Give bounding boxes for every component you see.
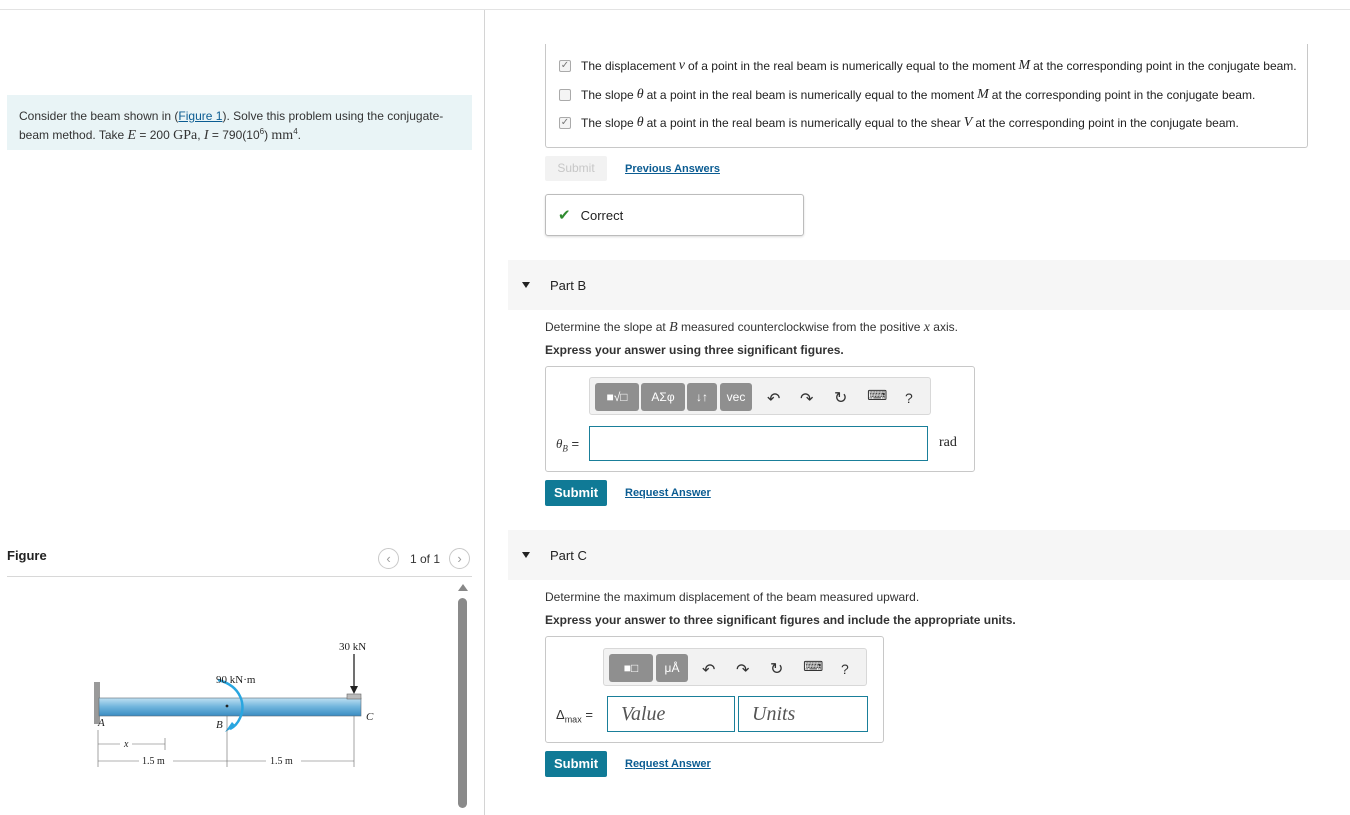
beam-body [99, 698, 361, 716]
part-b-request-answer-link[interactable]: Request Answer [625, 487, 711, 499]
separator: , [197, 128, 204, 142]
option-symbol: V [963, 115, 973, 130]
equals-sign: = [567, 436, 580, 451]
part-a-submit-button: Submit [545, 156, 607, 181]
moment-point [226, 705, 229, 708]
symbol-e: E [127, 128, 137, 143]
question-text: measured counterclockwise from the positive [677, 320, 924, 334]
chevron-right-icon[interactable]: › [449, 548, 470, 569]
option-text: of a point in the real beam is numerically equal to the moment [687, 59, 1016, 73]
units-symbols-button[interactable]: μÅ [656, 654, 688, 682]
part-c-equation-toolbar [603, 648, 867, 686]
reset-icon[interactable]: ↻ [770, 661, 784, 678]
i-unit-exponent: 4 [293, 127, 298, 136]
option-2[interactable] [559, 87, 1255, 103]
delta-max-label [556, 707, 593, 725]
part-c-question: Determine the maximum displacement of the beam measured upward. [545, 590, 920, 604]
equals-sign: = [581, 707, 593, 722]
i-unit: mm [271, 128, 294, 143]
keyboard-icon[interactable]: ⌨ [803, 658, 824, 674]
i-value: = 790(10 [208, 128, 260, 142]
templates-button[interactable]: ■√□ [595, 383, 639, 411]
theta-symbol: θ [556, 436, 563, 451]
rad-unit-label: rad [939, 435, 957, 450]
templates-button[interactable]: ■□ [609, 654, 653, 682]
greek-symbols-button[interactable]: ΑΣφ [641, 383, 685, 411]
part-b-submit-button[interactable]: Submit [545, 480, 607, 506]
beam-figure [80, 630, 380, 775]
dim1-label: 1.5 m [142, 756, 165, 767]
problem-statement [7, 95, 472, 150]
value-input[interactable]: Value [607, 696, 735, 732]
part-b-header[interactable] [508, 260, 1350, 310]
option-text: at the corresponding point in the conjugate beam. [975, 116, 1239, 130]
option-text: at a point in the real beam is numerically equal to the shear [646, 116, 961, 130]
checkbox-unchecked-icon[interactable] [559, 89, 571, 101]
figure-rule [7, 576, 472, 577]
pane-divider[interactable] [484, 10, 485, 815]
caret-down-icon [522, 282, 530, 288]
option-text: The slope [581, 116, 634, 130]
part-c-title: Part C [550, 547, 587, 563]
part-b-equation-toolbar [589, 377, 931, 415]
e-unit: GPa [173, 128, 198, 143]
vector-button[interactable]: vec [720, 383, 752, 411]
figure-link[interactable]: Figure 1 [178, 109, 223, 123]
checkbox-checked-icon[interactable]: ✓ [560, 117, 570, 128]
load-label: 30 kN [339, 641, 367, 653]
load-arrow-head [350, 686, 358, 694]
option-3[interactable] [559, 115, 1239, 131]
scrollbar-thumb[interactable] [458, 598, 467, 808]
option-symbol: θ [636, 115, 644, 130]
feedback-text: Correct [580, 207, 624, 223]
point-b-label: B [216, 719, 223, 731]
units-input[interactable]: Units [738, 696, 868, 732]
option-symbol: M [1018, 58, 1031, 73]
option-symbol: θ [636, 87, 644, 102]
option-text: The displacement [581, 59, 676, 73]
delta-subscript: max [564, 714, 582, 725]
scroll-up-arrow-icon[interactable] [458, 584, 468, 591]
problem-text: Consider the beam shown in ( [19, 109, 179, 123]
option-text: The slope [581, 88, 634, 102]
subscript-superscript-button[interactable]: ↓↑ [687, 383, 717, 411]
help-icon[interactable]: ? [905, 390, 913, 406]
redo-icon[interactable]: ↷ [736, 662, 750, 679]
figure-label: Figure [7, 548, 47, 563]
i-exponent: 6 [259, 127, 265, 136]
option-symbol: M [977, 87, 989, 102]
period: . [297, 128, 301, 142]
correct-feedback [545, 194, 804, 236]
part-c-request-answer-link[interactable]: Request Answer [625, 758, 711, 770]
undo-icon[interactable]: ↶ [767, 391, 781, 408]
question-symbol: B [669, 320, 678, 335]
option-text: at the corresponding point in the conjugate beam. [991, 88, 1256, 102]
option-text: at the corresponding point in the conjugate beam. [1033, 59, 1297, 73]
point-c-label: C [366, 711, 374, 723]
symbol-i: I [203, 128, 209, 143]
moment-label: 90 kN·m [216, 674, 256, 686]
help-icon[interactable]: ? [841, 661, 849, 677]
redo-icon[interactable]: ↷ [800, 391, 814, 408]
undo-icon[interactable]: ↶ [702, 662, 716, 679]
keyboard-icon[interactable]: ⌨ [867, 387, 888, 403]
previous-answers-link[interactable]: Previous Answers [625, 163, 720, 175]
theta-b-input[interactable] [589, 426, 928, 461]
checkmark-icon: ✔ [558, 207, 571, 224]
e-value: = 200 [136, 128, 174, 142]
theta-b-label [556, 436, 579, 454]
part-b-instruction: Express your answer using three significant figures. [545, 343, 844, 357]
delta-symbol: Δ [556, 707, 565, 722]
theta-subscript: B [562, 443, 568, 454]
figure-pager: 1 of 1 [410, 552, 441, 566]
point-a-label: A [98, 717, 105, 729]
top-rule [0, 9, 1350, 10]
dim2-label: 1.5 m [270, 756, 293, 767]
chevron-left-icon[interactable]: ‹ [378, 548, 399, 569]
part-c-header[interactable] [508, 530, 1350, 580]
part-c-submit-button[interactable]: Submit [545, 751, 607, 777]
problem-text: ). Solve this problem using the conjugate-beam method. Take [19, 109, 444, 142]
option-1[interactable] [559, 58, 1297, 74]
caret-down-icon [522, 552, 530, 558]
question-text: Determine the slope at [545, 320, 670, 334]
load-plate [347, 694, 361, 699]
reset-icon[interactable]: ↻ [834, 390, 848, 407]
x-label: x [124, 739, 129, 750]
question-text: axis. [929, 320, 958, 334]
part-c-instruction: Express your answer to three significant figures and include the appropriate units. [545, 613, 1016, 627]
option-text: at a point in the real beam is numerically equal to the moment [646, 88, 975, 102]
part-b-title: Part B [550, 277, 587, 293]
part-b-question [545, 320, 958, 336]
checkbox-checked-icon[interactable]: ✓ [560, 60, 570, 71]
question-symbol: x [923, 320, 930, 335]
option-symbol: v [678, 58, 685, 73]
i-close: ) [264, 128, 272, 142]
